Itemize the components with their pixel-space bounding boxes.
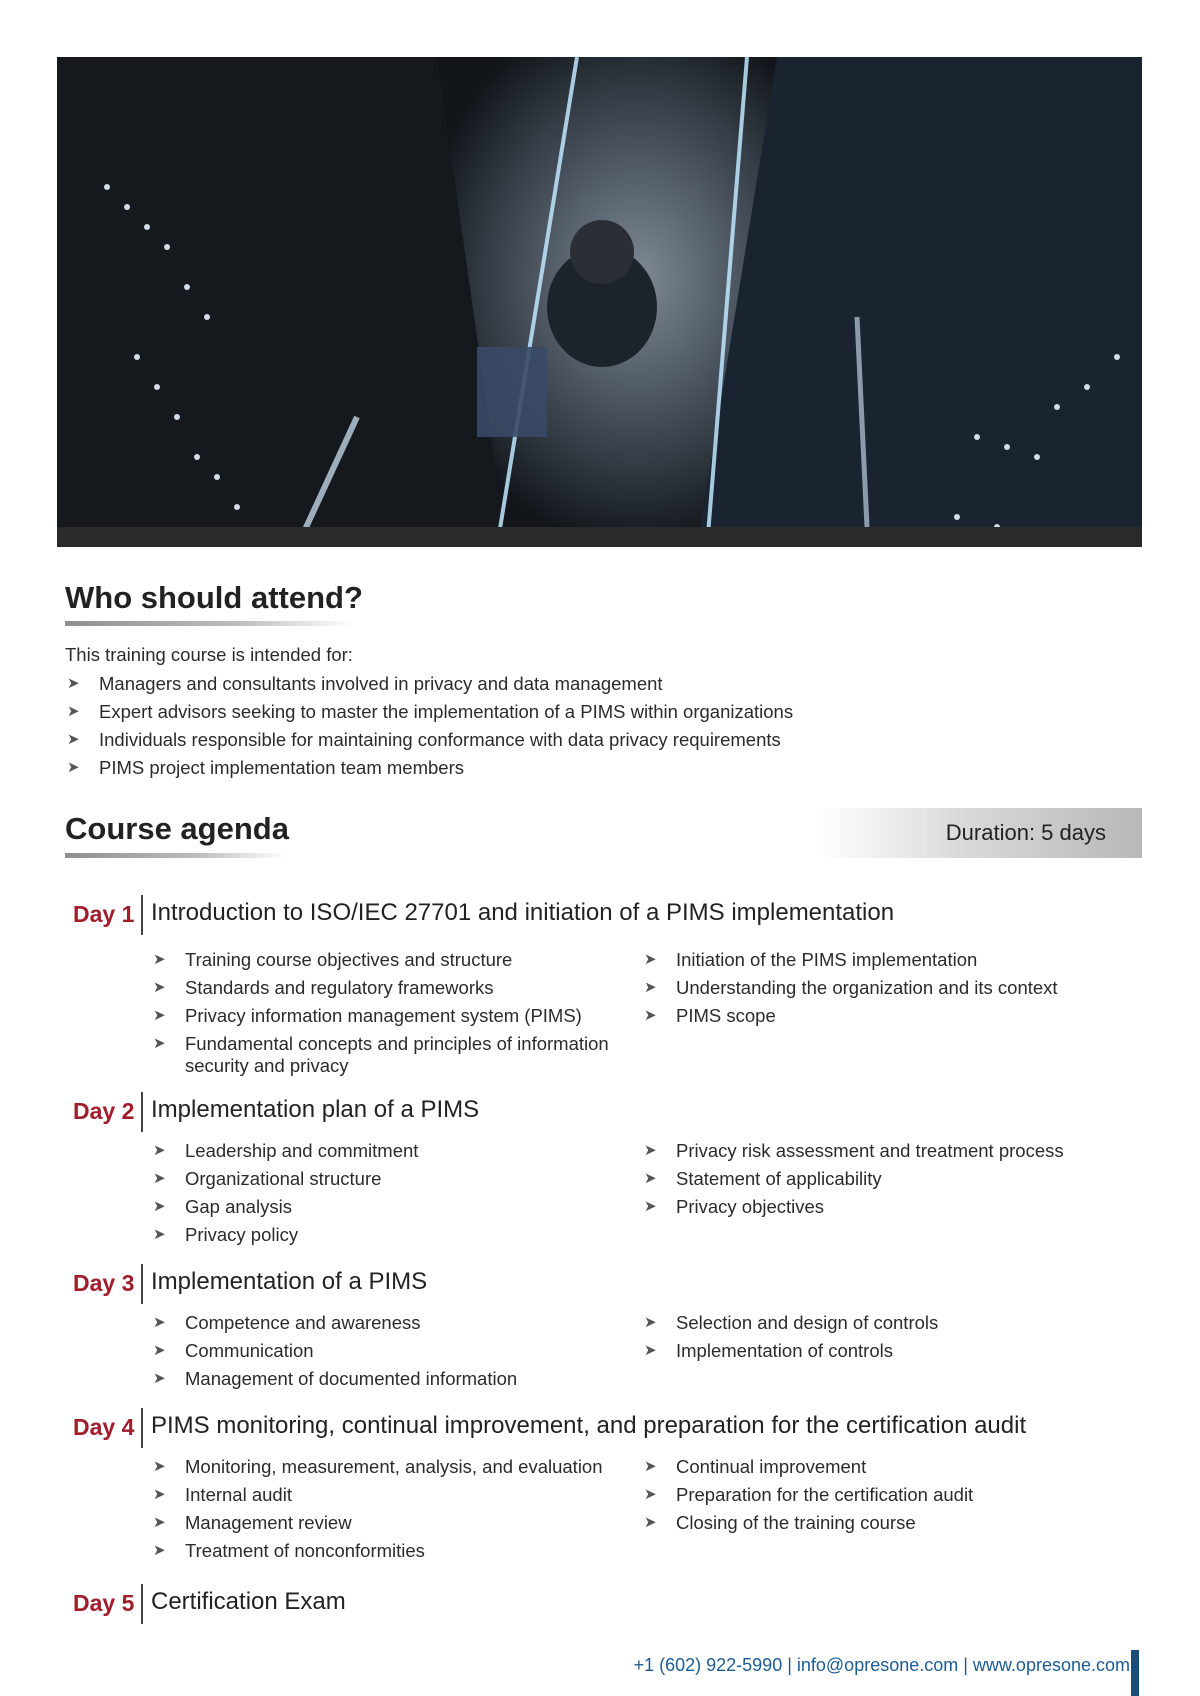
arrow-right-icon: ➤	[644, 1514, 657, 1531]
arrow-right-icon: ➤	[644, 1314, 657, 1331]
arrow-right-icon: ➤	[153, 1314, 166, 1331]
arrow-right-icon: ➤	[644, 1342, 657, 1359]
arrow-right-icon: ➤	[644, 1486, 657, 1503]
list-item: ➤ Management review	[153, 1512, 352, 1533]
arrow-right-icon: ➤	[644, 1198, 657, 1215]
list-item: ➤ Expert advisors seeking to master the implementation of a PIMS within organizations	[65, 698, 793, 726]
arrow-right-icon: ➤	[644, 1170, 657, 1187]
day-topics-right	[642, 1456, 1142, 1540]
day-label: Day 4	[73, 1414, 135, 1440]
list-item: ➤ Privacy risk assessment and treatment process	[644, 1140, 1064, 1161]
list-item: ➤ Communication	[153, 1340, 314, 1361]
list-item: ➤ Understanding the organization and its context	[644, 977, 1058, 998]
footer-accent-bar	[1131, 1650, 1139, 1696]
arrow-right-icon: ➤	[153, 1198, 166, 1215]
list-item: ➤ Privacy policy	[153, 1224, 299, 1245]
day-title: PIMS monitoring, continual improvement, and preparation for the certification audit	[151, 1412, 1027, 1439]
list-item: ➤ Internal audit	[153, 1484, 292, 1505]
day-label: Day 2	[73, 1098, 135, 1124]
hero-image	[57, 57, 1142, 547]
day-topics-right	[642, 1140, 1142, 1224]
day-divider	[141, 1092, 143, 1132]
arrow-right-icon: ➤	[67, 731, 80, 748]
day-label: Day 3	[73, 1270, 135, 1296]
arrow-right-icon: ➤	[153, 951, 166, 968]
hero-bottom-bar	[57, 527, 1142, 547]
arrow-right-icon: ➤	[153, 1458, 166, 1475]
arrow-right-icon: ➤	[153, 1542, 166, 1559]
arrow-right-icon: ➤	[644, 1142, 657, 1159]
list-item: ➤ Treatment of nonconformities	[153, 1540, 425, 1561]
arrow-right-icon: ➤	[644, 979, 657, 996]
attend-heading: Who should attend?	[65, 580, 363, 615]
data-center-photo	[57, 57, 1142, 547]
day-topics-left	[151, 949, 641, 1083]
day-topics-left	[151, 1140, 641, 1252]
day-divider	[141, 895, 143, 935]
day-title: Implementation of a PIMS	[151, 1268, 428, 1295]
day-topics-left	[151, 1456, 641, 1568]
list-item: ➤ PIMS project implementation team members	[65, 754, 793, 782]
list-item: ➤ Monitoring, measurement, analysis, and evaluation	[153, 1456, 603, 1477]
attend-heading-underline	[65, 621, 353, 626]
arrow-right-icon: ➤	[153, 1342, 166, 1359]
arrow-right-icon: ➤	[644, 951, 657, 968]
agenda-heading-underline	[65, 853, 285, 858]
day-topics-right	[642, 949, 1142, 1033]
arrow-right-icon: ➤	[153, 1370, 166, 1387]
list-item: ➤ Privacy information management system (PIMS)	[153, 1005, 582, 1026]
list-item: ➤ Selection and design of controls	[644, 1312, 939, 1333]
day-divider	[141, 1408, 143, 1448]
arrow-right-icon: ➤	[153, 1226, 166, 1243]
attend-list	[65, 670, 793, 782]
arrow-right-icon: ➤	[153, 1486, 166, 1503]
arrow-right-icon: ➤	[153, 1035, 166, 1052]
duration-text: Duration: 5 days	[945, 820, 1106, 845]
arrow-right-icon: ➤	[644, 1458, 657, 1475]
list-item: ➤ Fundamental concepts and principles of information security and privacy	[153, 1033, 609, 1076]
arrow-right-icon: ➤	[67, 675, 80, 692]
list-item: ➤ Standards and regulatory frameworks	[153, 977, 494, 998]
list-item: ➤ Privacy objectives	[644, 1196, 825, 1217]
arrow-right-icon: ➤	[153, 1007, 166, 1024]
day-topics-right	[642, 1312, 1142, 1368]
arrow-right-icon: ➤	[153, 1170, 166, 1187]
day-divider	[141, 1584, 143, 1624]
day-title: Certification Exam	[151, 1588, 346, 1615]
list-item: ➤ Leadership and commitment	[153, 1140, 419, 1161]
list-item: ➤ Gap analysis	[153, 1196, 292, 1217]
day-title: Implementation plan of a PIMS	[151, 1096, 480, 1123]
list-item: ➤ Implementation of controls	[644, 1340, 893, 1361]
attend-intro: This training course is intended for:	[65, 644, 353, 665]
list-item: ➤ PIMS scope	[644, 1005, 776, 1026]
arrow-right-icon: ➤	[153, 1514, 166, 1531]
arrow-right-icon: ➤	[644, 1007, 657, 1024]
list-item: ➤ Preparation for the certification audit	[644, 1484, 974, 1505]
arrow-right-icon: ➤	[153, 979, 166, 996]
list-item: ➤ Initiation of the PIMS implementation	[644, 949, 978, 970]
duration-badge	[818, 808, 1142, 858]
list-item: ➤ Organizational structure	[153, 1168, 382, 1189]
list-item: ➤ Training course objectives and structure	[153, 949, 513, 970]
arrow-right-icon: ➤	[67, 759, 80, 776]
list-item: ➤ Competence and awareness	[153, 1312, 421, 1333]
list-item: ➤ Closing of the training course	[644, 1512, 916, 1533]
day-divider	[141, 1264, 143, 1304]
day-topics-left	[151, 1312, 641, 1396]
day-title: Introduction to ISO/IEC 27701 and initiation of a PIMS implementation	[151, 899, 895, 926]
arrow-right-icon: ➤	[153, 1142, 166, 1159]
day-label: Day 5	[73, 1590, 135, 1616]
list-item: ➤ Statement of applicability	[644, 1168, 882, 1189]
list-item: ➤ Management of documented information	[153, 1368, 518, 1389]
list-item: ➤ Managers and consultants involved in privacy and data management	[65, 670, 793, 698]
arrow-right-icon: ➤	[67, 703, 80, 720]
list-item: ➤ Individuals responsible for maintaining conformance with data privacy requirements	[65, 726, 793, 754]
day-label: Day 1	[73, 901, 135, 927]
list-item: ➤ Continual improvement	[644, 1456, 867, 1477]
footer-contact[interactable]: +1 (602) 922-5990 | info@opresone.com | www.opresone.com	[633, 1655, 1130, 1675]
agenda-heading: Course agenda	[65, 811, 289, 846]
